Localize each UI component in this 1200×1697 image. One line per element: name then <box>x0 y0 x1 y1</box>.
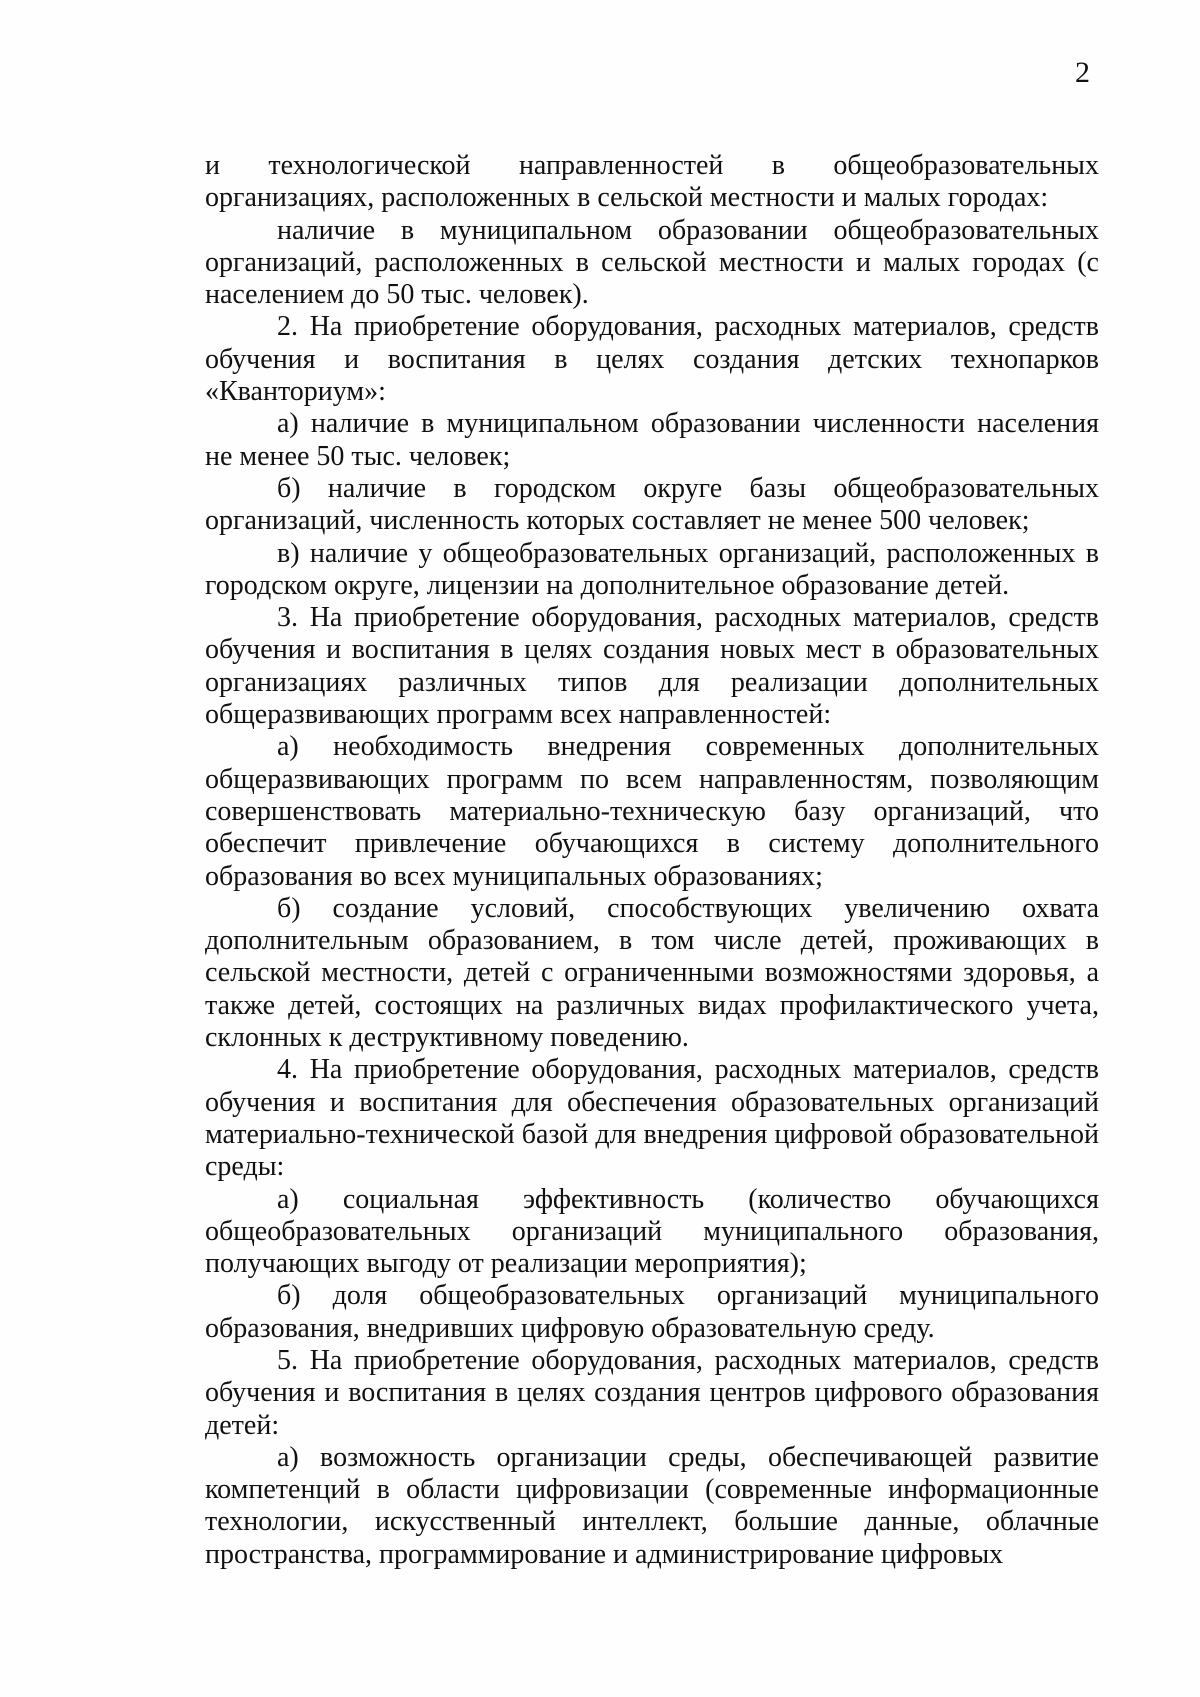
paragraph-subitem: б) доля общеобразовательных организаций муниципального образования, внедривших цифровую образовательную среду. <box>205 1280 1099 1344</box>
document-body <box>205 150 1099 1571</box>
page-number: 2 <box>1075 56 1090 89</box>
paragraph: наличие в муниципальном образовании общеобразовательных организаций, расположенных в сельской местности и малых городах (с населением до 50 тыс. человек). <box>205 214 1099 311</box>
paragraph-continuation: и технологической направленностей в общеобразовательных организациях, расположенных в сельской местности и малых городах: <box>205 150 1099 214</box>
paragraph-item-5: 5. На приобретение оборудования, расходных материалов, средств обучения и воспитания в целях создания центров цифрового образования детей: <box>205 1344 1099 1441</box>
paragraph-subitem: а) социальная эффективность (количество обучающихся общеобразовательных организаций муниципального образования, получающих выгоду от реализации мероприятия); <box>205 1183 1099 1280</box>
paragraph-subitem: б) создание условий, способствующих увеличению охвата дополнительным образованием, в том числе детей, проживающих в сельской местности, детей с ограниченными возможностями здоровья, а также детей, состоящих на различных видах профилактического учета, склонных к деструктивному поведению. <box>205 892 1099 1054</box>
paragraph-subitem: а) возможность организации среды, обеспечивающей развитие компетенций в области цифровизации (современные информационные технологии, искусственный интеллект, большие данные, облачные пространства, программирование и администрирование цифровых <box>205 1441 1099 1570</box>
paragraph-item-2: 2. На приобретение оборудования, расходных материалов, средств обучения и воспитания в целях создания детских технопарков «Кванториум»: <box>205 311 1099 408</box>
paragraph-subitem: б) наличие в городском округе базы общеобразовательных организаций, численность которых составляет не менее 500 человек; <box>205 472 1099 537</box>
paragraph-subitem: а) наличие в муниципальном образовании численности населения не менее 50 тыс. человек; <box>205 408 1099 472</box>
paragraph-subitem: в) наличие у общеобразовательных организаций, расположенных в городском округе, лицензии на дополнительное образование детей. <box>205 537 1099 601</box>
paragraph-item-4: 4. На приобретение оборудования, расходных материалов, средств обучения и воспитания для обеспечения образовательных организаций материально-технической базой для внедрения цифровой образовательной среды: <box>205 1054 1099 1183</box>
paragraph-item-3: 3. На приобретение оборудования, расходных материалов, средств обучения и воспитания в целях создания новых мест в образовательных организациях различных типов для реализации дополнительных общеразвивающих программ всех направленностей: <box>205 602 1099 731</box>
paragraph-subitem: а) необходимость внедрения современных дополнительных общеразвивающих программ по всем направленностям, позволяющим совершенствовать материально-техническую базу организаций, что обеспечит привлечение обучающихся в систему дополнительного образования во всех муниципальных образованиях; <box>205 731 1099 892</box>
